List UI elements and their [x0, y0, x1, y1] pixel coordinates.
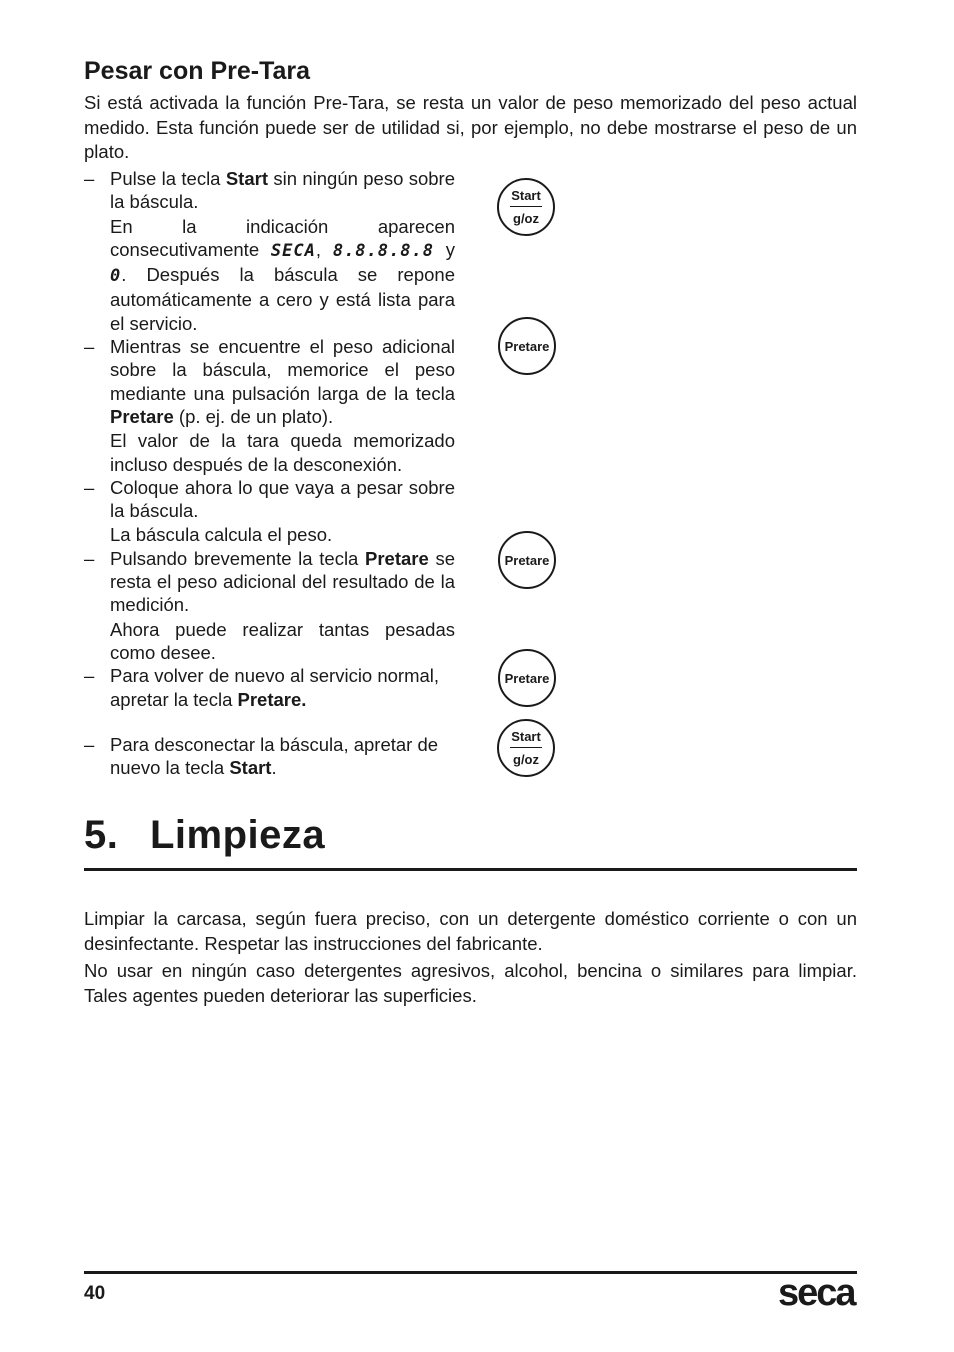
step-4-key-pretare: Pretare: [365, 547, 429, 569]
start-key-label: Start: [511, 729, 541, 744]
step-5: [84, 664, 455, 711]
step-dash: –: [84, 733, 95, 755]
step-3-text: Coloque ahora lo que vaya a pesar sobre la báscula.: [110, 476, 455, 522]
step-dash: –: [84, 547, 95, 569]
cleaning-paragraph-2: No usar en ningún caso detergentes agresivos, alcohol, bencina o similares para limpiar. Tales agentes pueden deteriorar las superficies.: [84, 960, 857, 1006]
key-divider: [510, 747, 542, 748]
separator-text: ,: [315, 238, 333, 260]
seca-logo: seca: [778, 1272, 855, 1314]
lcd-seca: SECA: [270, 240, 316, 261]
step-2-note: El valor de la tara queda memorizado incluso después de la desconexión.: [110, 430, 455, 475]
step-2-text-end: (p. ej. de un plato).: [173, 405, 334, 427]
unit-key-label: g/oz: [513, 752, 539, 767]
step-1-display-text: En la indicación aparecen consecutivamente: [110, 215, 455, 260]
start-key-icon: [497, 178, 555, 236]
step-dash: –: [84, 476, 95, 498]
step-4-text: Pulsando brevemente la tecla: [110, 547, 366, 569]
pretare-key-icon: [498, 531, 556, 589]
step-dash: –: [84, 336, 95, 358]
step-1-key-start: Start: [225, 168, 268, 189]
chapter-number: 5.: [84, 813, 119, 857]
pretare-key-icon: [498, 317, 556, 375]
intro-paragraph: Si está activada la función Pre-Tara, se resta un valor de peso memorizado del peso actual medido. Esta función puede ser de utilidad si, por ejemplo, no debe mostrarse el peso de un plato.: [84, 92, 857, 162]
step-1-text: Pulse la tecla: [110, 168, 226, 189]
step-5-text: Para volver de nuevo al servicio normal, apretar la tecla: [110, 665, 440, 710]
lcd-zero: 0: [110, 266, 122, 287]
cleaning-paragraph-1: Limpiar la carcasa, según fuera preciso, con un detergente doméstico corriente o con un desinfectante. Respetar las instrucciones del fabricante.: [84, 908, 857, 954]
step-dash: –: [84, 665, 95, 687]
chapter-heading: [84, 813, 325, 858]
step-2-text: Mientras se encuentre el peso adicional sobre la báscula, memorice el peso mediante una pulsación larga de la tecla: [110, 336, 455, 404]
step-6-text-end: .: [271, 757, 277, 779]
steps-list: [84, 167, 455, 779]
step-5-key-pretare: Pretare.: [237, 688, 307, 710]
step-6-key-start: Start: [229, 757, 272, 779]
pretare-key-icon: [498, 649, 556, 707]
step-4-text-end: se resta el peso adicional del resultado de la medición.: [110, 547, 455, 616]
start-key-icon: [497, 719, 555, 777]
step-1-display-text-end: . Después la báscula se repone automáticamente a cero y está lista para el servicio.: [110, 264, 455, 334]
step-4: [84, 547, 455, 664]
lcd-test-segments: 8.8.8.8.8: [332, 240, 434, 261]
step-3: [84, 476, 455, 547]
chapter-rule: [84, 868, 857, 871]
unit-key-label: g/oz: [513, 211, 539, 226]
step-6: [84, 733, 455, 780]
step-dash: –: [84, 168, 95, 189]
key-divider: [510, 206, 542, 207]
start-key-label: Start: [511, 188, 541, 203]
step-2: [84, 335, 455, 476]
step-1-text-end: sin ningún peso sobre la báscula.: [110, 168, 455, 213]
page-number: 40: [84, 1283, 106, 1304]
step-2-key-pretare: Pretare: [110, 405, 174, 427]
step-3-note: La báscula calcula el peso.: [110, 524, 333, 546]
pretare-key-label: Pretare: [504, 338, 550, 354]
step-1: [84, 167, 455, 335]
step-4-note: Ahora puede realizar tantas pesadas como desee.: [110, 618, 455, 663]
step-6-text: Para desconectar la báscula, apretar de nuevo la tecla: [110, 733, 439, 779]
separator-text: y: [433, 238, 456, 260]
footer-rule: [84, 1271, 857, 1274]
chapter-title: Limpieza: [150, 813, 326, 857]
pretare-key-label: Pretare: [504, 552, 550, 568]
cleaning-text: [84, 906, 857, 1010]
section-heading: Pesar con Pre-Tara: [84, 57, 311, 85]
pretare-key-label: Pretare: [504, 670, 550, 686]
